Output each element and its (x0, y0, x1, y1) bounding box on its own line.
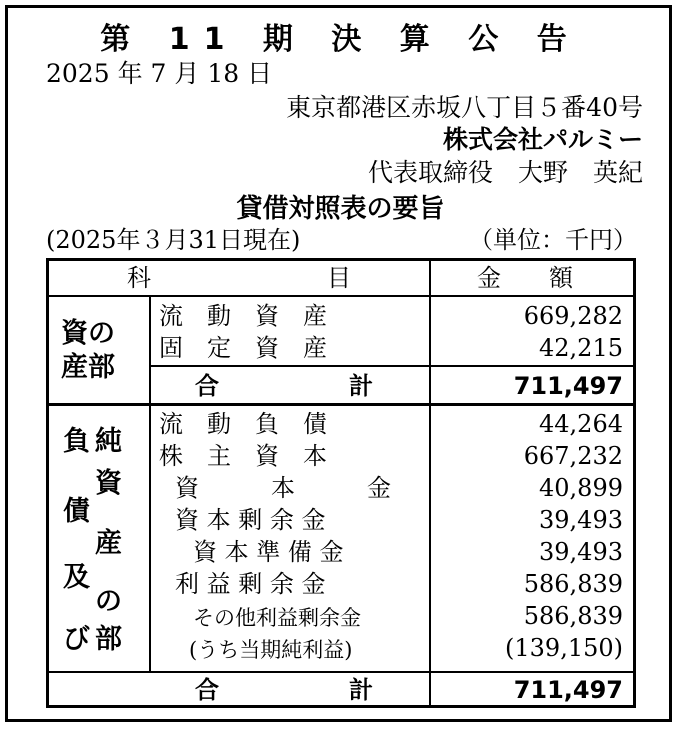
liab-row-value: (139,150) (505, 634, 623, 662)
representative: 代表取締役 大野 英紀 (367, 158, 643, 187)
subject-header-left: 科 (127, 264, 151, 292)
unit-label: （単位：千円） (469, 226, 637, 254)
assets-total-label-right: 計 (349, 372, 373, 400)
assets-group-label-bottom: 産部 (61, 352, 115, 383)
liab-group-char: の (95, 586, 122, 617)
liab-row-label: その他利益剰余金 (193, 606, 361, 630)
notice-title: 第 11 期 決 算 公 告 (100, 22, 581, 57)
liab-total-label-right: 計 (349, 676, 373, 704)
liab-row-value: 39,493 (539, 506, 623, 534)
liab-group-char: 債 (63, 496, 90, 527)
liab-row-label: 資 本 金 (175, 474, 391, 502)
assets-total-value: 711,497 (513, 372, 623, 400)
col-divider-amount (429, 261, 431, 705)
liabilities-total-divider (49, 671, 633, 673)
balance-sheet-title: 貸借対照表の要旨 (236, 194, 445, 224)
asset-row-value: 42,215 (539, 334, 623, 362)
assets-total-divider (149, 365, 633, 367)
liab-row-value: 39,493 (539, 538, 623, 566)
liab-group-char: 負 (63, 426, 90, 457)
as-of-date: (2025年３月31日現在) (46, 226, 301, 254)
liab-group-char: 資 (95, 468, 122, 499)
liab-row-label: 流 動 負 債 (159, 410, 327, 438)
company-name: 株式会社パルミー (442, 125, 643, 154)
liab-row-label: 利 益 剰 余 金 (175, 570, 326, 598)
balance-sheet-table (46, 258, 636, 708)
asset-row-label: 固 定 資 産 (159, 334, 327, 362)
company-address: 東京都港区赤坂八丁目５番40号 (286, 93, 643, 122)
liab-row-value: 586,839 (523, 570, 623, 598)
header-divider (49, 295, 633, 297)
subject-header-right: 目 (327, 264, 351, 292)
liab-group-char: び (63, 624, 90, 655)
section-divider (49, 403, 633, 406)
asset-row-label: 流 動 資 産 (159, 302, 327, 330)
liab-row-label: 資 本 準 備 金 (193, 538, 344, 566)
liab-row-label: 株 主 資 本 (159, 442, 327, 470)
asset-row-value: 669,282 (523, 302, 623, 330)
notice-date: 2025 年 7 月 18 日 (46, 59, 273, 88)
amount-header: 金 額 (477, 264, 573, 292)
liab-row-label: 資 本 剰 余 金 (175, 506, 326, 534)
liab-total-value: 711,497 (513, 676, 623, 704)
liab-row-value: 586,839 (523, 602, 623, 630)
liab-row-value: 40,899 (539, 474, 623, 502)
liab-row-value: 667,232 (523, 442, 623, 470)
liab-row-value: 44,264 (539, 410, 623, 438)
assets-group-label-top: 資の (61, 318, 115, 349)
liab-group-char: 純 (95, 426, 122, 457)
liab-group-char: 部 (95, 624, 122, 655)
liab-row-label: (うち当期純利益) (189, 638, 353, 662)
col-divider-group (149, 295, 151, 671)
liab-group-char: 産 (95, 528, 122, 559)
assets-total-label-left: 合 (195, 372, 219, 400)
liab-group-char: 及 (63, 562, 90, 593)
liab-total-label-left: 合 (195, 676, 219, 704)
